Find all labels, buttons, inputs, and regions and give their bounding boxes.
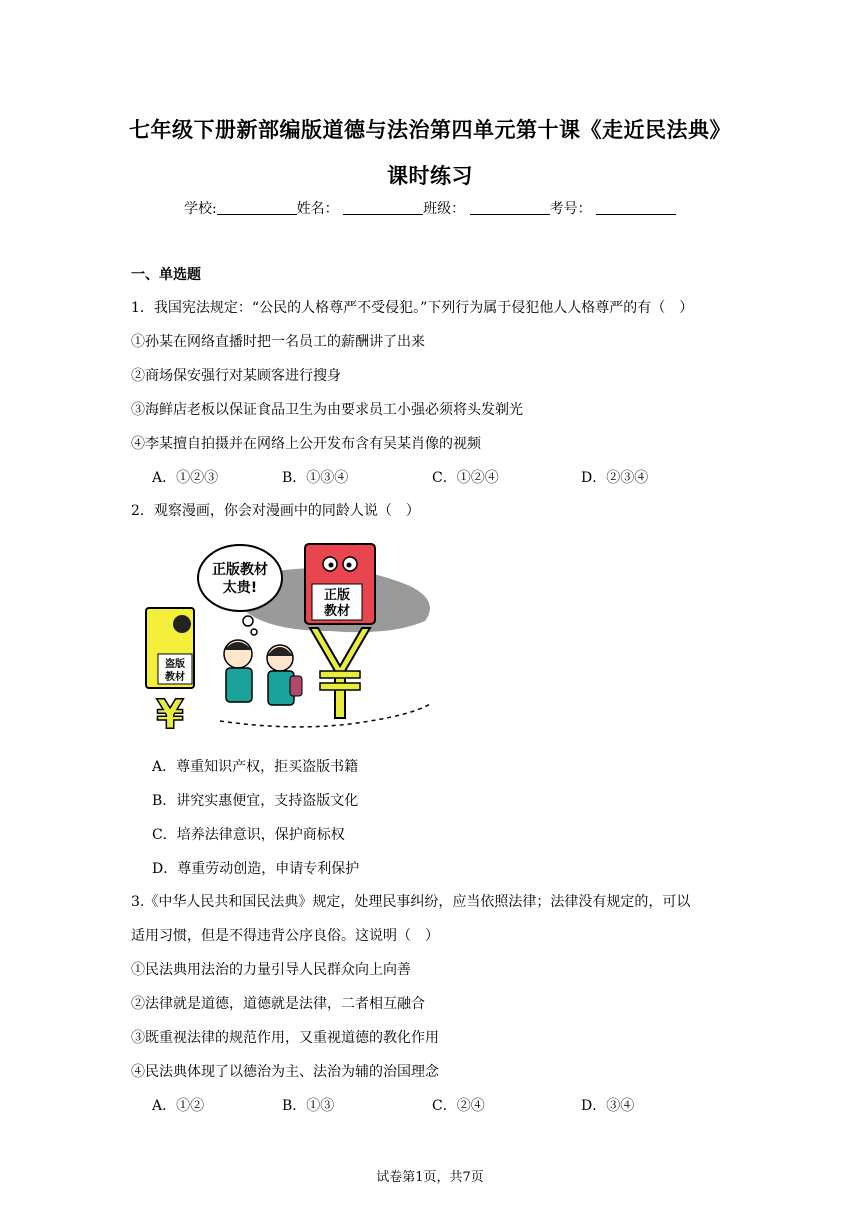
student-info-row [0,198,860,218]
exam-title-line2: 课时练习 [387,163,473,188]
page-footer: 试卷第1页，共7页 [376,1170,484,1185]
bubble-text-1: 正版教材 [212,562,268,578]
q2-stem: 2．观察漫画，你会对漫画中的同龄人说（ ） [131,503,420,519]
q3-item: ①民法典用法治的力量引导人民群众向上向善 [131,962,411,978]
q1-option-a[interactable]: A．①②③ [152,470,219,486]
pirated-label-2: 教材 [165,672,185,683]
school-blank[interactable] [217,200,297,215]
bubble-text-2: 太贵! [222,580,258,596]
q3-option-c[interactable]: C．②④ [432,1098,485,1114]
q1-option-d[interactable]: D．②③④ [581,470,649,486]
genuine-label-1: 正版 [323,588,351,603]
q3-item: ④民法典体现了以德治为主、法治为辅的治国理念 [131,1064,439,1080]
q1-item: ②商场保安强行对某顾客进行搜身 [131,368,341,384]
q2-option-b[interactable]: B．讲究实惠便宜，支持盗版文化 [152,793,359,809]
q1-item: ③海鲜店老板以保证食品卫生为由要求员工小强必须将头发剃光 [131,402,523,418]
q2-option-d[interactable]: D．尊重劳动创造，申请专利保护 [152,861,360,877]
q1-item: ④李某擅自拍摄并在网络上公开发布含有吴某肖像的视频 [131,436,481,452]
q3-option-d[interactable]: D．③④ [581,1098,635,1114]
name-label: 姓名： [296,201,339,217]
q3-item: ②法律就是道德，道德就是法律，二者相互融合 [131,996,425,1012]
exam-no-blank[interactable] [596,200,676,215]
genuine-label-2: 教材 [323,604,351,619]
speech-bubble [198,545,282,611]
q3-stem-line1: 3.《中华人民共和国民法典》规定，处理民事纠纷，应当依照法律；法律没有规定的，可以 [131,894,691,910]
q2-option-a[interactable]: A．尊重知识产权，拒买盗版书籍 [152,759,359,775]
q1-item: ①孙某在网络直播时把一名员工的薪酬讲了出来 [131,334,425,350]
q1-option-b[interactable]: B．①③④ [282,470,349,486]
section-heading: 一、单选题 [131,267,201,283]
exam-no-label: 考号： [549,201,592,217]
q3-item: ③既重视法律的规范作用，又重视道德的教化作用 [131,1030,439,1046]
class-blank[interactable] [470,200,550,215]
q1-option-c[interactable]: C．①②④ [432,470,499,486]
exam-title-line1: 七年级下册新部编版道德与法治第四单元第十课《走近民法典》 [129,117,731,142]
q1-stem: 1．我国宪法规定：“公民的人格尊严不受侵犯。”下列行为属于侵犯他人人格尊严的有（ ） [131,300,694,316]
q3-option-a[interactable]: A．①② [152,1098,205,1114]
q3-option-b[interactable]: B．①③ [282,1098,335,1114]
cartoon-image [140,536,440,736]
name-blank[interactable] [343,200,423,215]
q3-stem-line2: 适用习惯，但是不得违背公序良俗。这说明（ ） [131,928,439,944]
class-label: 班级： [423,201,466,217]
pirated-yen-pillar: ¥ [156,692,184,736]
q2-option-c[interactable]: C．培养法律意识，保护商标权 [152,827,345,843]
pirated-label-1: 盗版 [165,659,185,670]
school-label: 学校: [183,201,217,217]
